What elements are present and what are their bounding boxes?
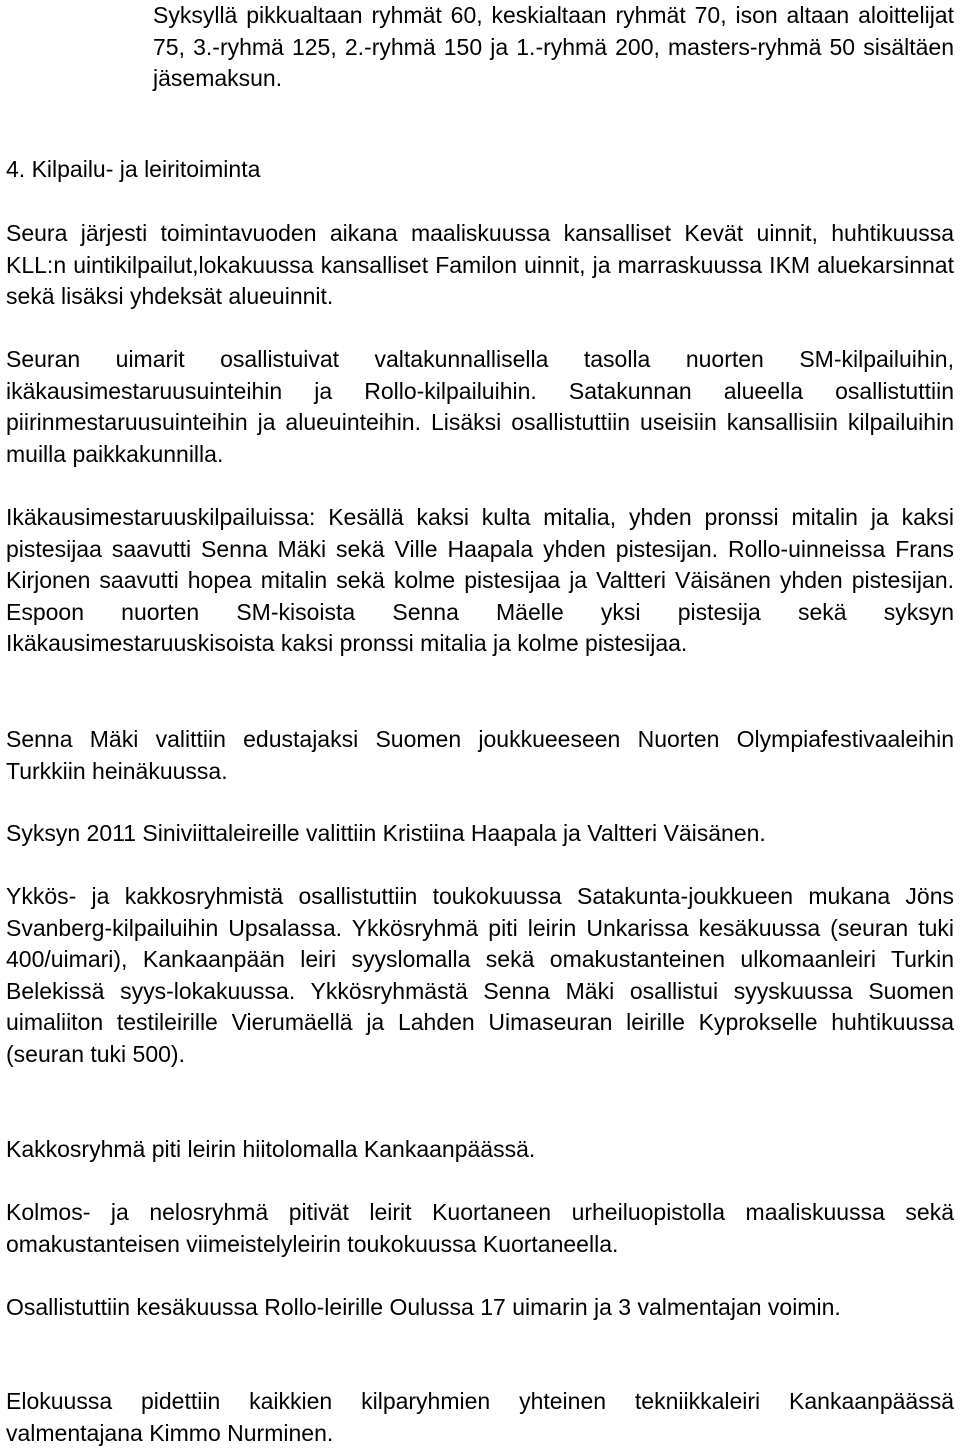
paragraph-olympic-festival: Senna Mäki valittiin edustajaksi Suomen joukkueeseen Nuorten Olympiafestivaaleihin Turkkiin heinäkuussa. <box>6 726 954 784</box>
paragraph-technique-camp: Elokuussa pidettiin kaikkien kilparyhmien yhteinen tekniikkaleiri Kankaanpäässä valmentajana Kimmo Nurminen. <box>6 1388 954 1446</box>
section-heading: 4. Kilpailu- ja leiritoiminta <box>6 156 261 182</box>
paragraph-groups34-camps: Kolmos- ja nelosryhmä pitivät leirit Kuortaneen urheiluopistolla maaliskuussa sekä omakustanteisen viimeistelyleirin toukokuussa Kuortaneella. <box>6 1199 954 1257</box>
paragraph-group2-camp: Kakkosryhmä piti leirin hiitolomalla Kankaanpäässä. <box>6 1136 536 1162</box>
paragraph-competition-participation: Seuran uimarit osallistuivat valtakunnallisella tasolla nuorten SM-kilpailuihin, ikäkausimestaruusuinteihin ja Rollo-kilpailuihin. Satakunnan alueella osallistuttiin piirinmestaruusuinteihin ja alueuinteihin. Lisäksi osallistuttiin useisiin kansallisiin kilpailuihin muilla paikkakunnilla. <box>6 346 954 467</box>
paragraph-rollo-camp: Osallistuttiin kesäkuussa Rollo-leirille Oulussa 17 uimarin ja 3 valmentajan voimin. <box>6 1294 841 1320</box>
paragraph-siniviitta-camps: Syksyn 2011 Siniviittaleireille valittiin Kristiina Haapala ja Valtteri Väisänen. <box>6 820 766 846</box>
intro-paragraph: Syksyllä pikkualtaan ryhmät 60, keskialtaan ryhmät 70, ison altaan aloittelijat 75, 3.-ryhmä 125, 2.-ryhmä 150 ja 1.-ryhmä 200, masters-ryhmä 50 sisältäen jäsemaksun. <box>153 2 954 91</box>
paragraph-age-group-championships: Ikäkausimestaruuskilpailuissa: Kesällä kaksi kulta mitalia, yhden pronssi mitalin ja kaksi pistesijaa saavutti Senna Mäki sekä Ville Haapala yhden pistesijan. Rollo-uinneissa Frans Kirjonen saavutti hopea mitalin sekä kolme pistesijaa ja Valtteri Väisänen yhden pistesijan. Espoon nuorten SM-kisoista Senna Mäelle yksi pistesija sekä syksyn Ikäkausimestaruuskisoista kaksi pronssi mitalia ja kolme pistesijaa. <box>6 504 954 656</box>
paragraph-group-camps: Ykkös- ja kakkosryhmistä osallistuttiin toukokuussa Satakunta-joukkueen mukana Jöns Svanberg-kilpailuihin Upsalassa. Ykkösryhmä piti leirin Unkarissa kesäkuussa (seuran tuki 400/uimari), Kankaanpään leiri syyslomalla sekä omakustanteinen ulkomaanleiri Turkin Belekissä syys-lokakuussa. Ykkösryhmästä Senna Mäki osallistui syyskuussa Suomen uimaliiton testileirille Vierumäellä ja Lahden Uimaseuran leirille Kyprokselle huhtikuussa (seuran tuki 500). <box>6 883 954 1067</box>
paragraph-competitions-organized: Seura järjesti toimintavuoden aikana maaliskuussa kansalliset Kevät uinnit, huhtikuussa KLL:n uintikilpailut,lokakuussa kansalliset Familon uinnit, ja marraskuussa IKM aluekarsinnat sekä lisäksi yhdeksät alueuinnit. <box>6 220 954 309</box>
